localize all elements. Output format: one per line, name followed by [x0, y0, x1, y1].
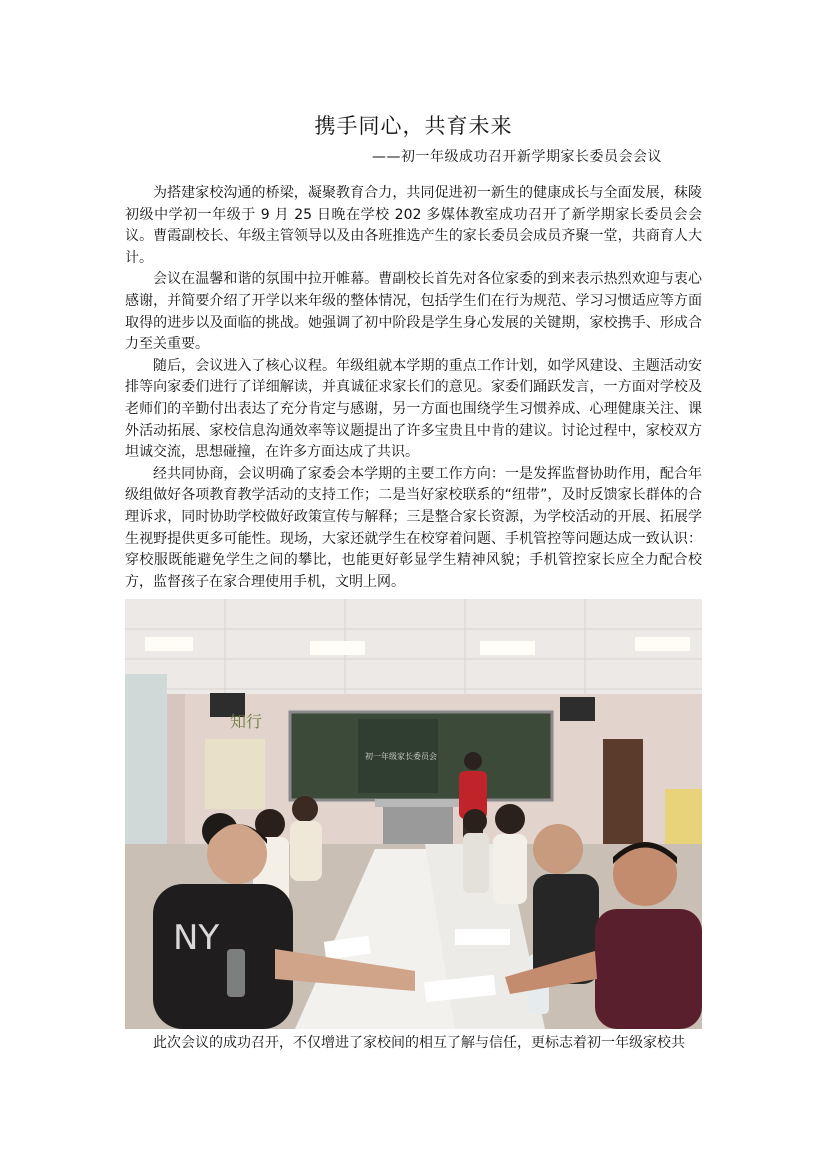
paragraph: 为搭建家校沟通的桥梁，凝聚教育合力，共同促进初一新生的健康成长与全面发展，秣陵初级中学初一年级于 9 月 25 日晚在学校 202 多媒体教室成功召开了新学期家长委员会会议。曹霞副校长、年级主管领导以及由各班推选产生的家长委员会成员齐聚一堂，共商育人大计。 [125, 185, 702, 266]
meeting-photo [125, 599, 702, 1029]
svg-text:NY: NY [173, 918, 220, 958]
article-title: 携手同心，共育未来 [314, 114, 513, 138]
blackboard-text: 初一年级家长委员会 [365, 752, 437, 761]
paragraph: 经共同协商，会议明确了家委会本学期的主要工作方向：一是发挥监督协助作用，配合年级组做好各项教育教学活动的支持工作；二是当好家校联系的“纽带”，及时反馈家长群体的合理诉求，同时协助学校做好政策宣传与解释；三是整合家长资源，为学校活动的开展、拓展学生视野提供更多可能性。现场，大家还就学生在校穿着问题、手机管控等问题达成一致认识：穿校服既能避免学生之间的攀比，也能更好彰显学生精神风貌；手机管控家长应全力配合校方，监督孩子在家合理使用手机，文明上网。 [125, 465, 702, 590]
closing-line: 此次会议的成功召开，不仅增进了家校间的相互了解与信任，更标志着初一年级家校共 [153, 1035, 685, 1051]
paragraph: 会议在温馨和谐的氛围中拉开帷幕。曹副校长首先对各位家委的到来表示热烈欢迎与衷心感谢，并简要介绍了开学以来年级的整体情况，包括学生们在行为规范、学习习惯适应等方面取得的进步以及面临的挑战。她强调了初中阶段是学生身心发展的关键期，家校携手、形成合力至关重要。 [125, 271, 702, 353]
wall-text: 知行 [230, 712, 263, 731]
paragraph: 随后，会议进入了核心议程。年级组就本学期的重点工作计划，如学风建设、主题活动安排等向家委们进行了详细解读，并真诚征求家长们的意见。家委们踊跃发言，一方面对学校及老师们的辛勤付出表达了充分肯定与感谢，另一方面也围绕学生习惯养成、心理健康关注、课外活动拓展、家校信息沟通效率等议题提出了许多宝贵且中肯的建议。讨论过程中，家校双方坦诚交流，思想碰撞，在许多方面达成了共识。 [125, 357, 702, 461]
article-subtitle: ——初一年级成功召开新学期家长委员会会议 [372, 149, 662, 165]
article-body [125, 183, 702, 593]
